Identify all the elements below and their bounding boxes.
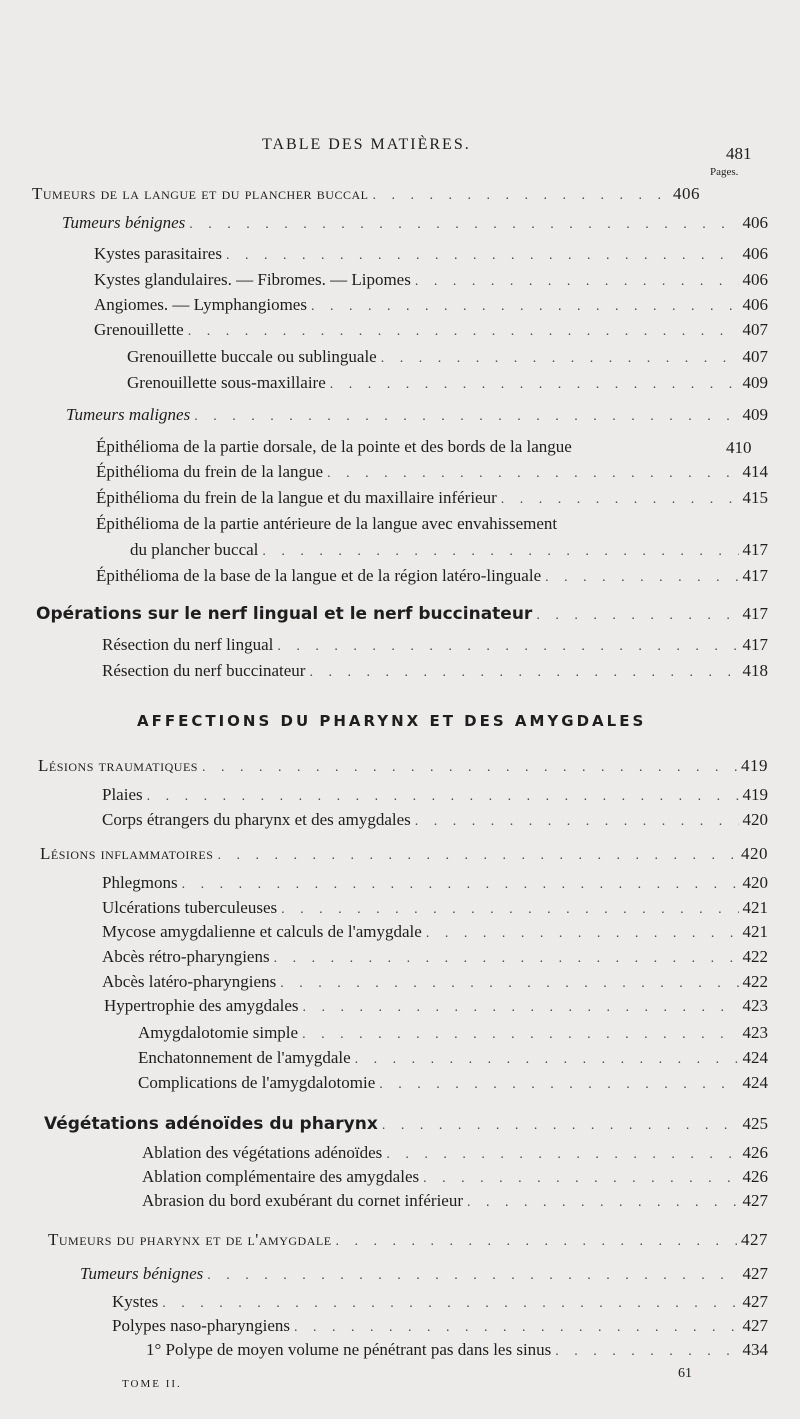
toc-entry-page: 406 — [742, 213, 768, 232]
toc-entry-page: 409 — [742, 405, 768, 424]
toc-entry-page: 426 — [742, 1167, 768, 1186]
toc-entry-label: Mycose amygdalienne et calculs de l'amygdale — [102, 922, 422, 941]
toc-entry-page: 422 — [742, 947, 768, 966]
toc-entry-page: 406 — [673, 184, 700, 203]
toc-entry-label: Épithélioma du frein de la langue et du maxillaire inférieur — [96, 488, 497, 507]
toc-entry-label: Corps étrangers du pharynx et des amygdales — [102, 810, 411, 829]
toc-entry-label: Abcès latéro-pharyngiens — [102, 972, 277, 991]
leader-dots — [280, 976, 738, 992]
leader-dots — [147, 789, 739, 805]
leader-dots — [202, 760, 737, 776]
toc-entry — [102, 898, 768, 918]
toc-entry-page: 417 — [742, 635, 768, 654]
toc-entry — [130, 540, 768, 560]
toc-entry-page: 426 — [742, 1143, 768, 1162]
toc-entry-page: 419 — [741, 756, 768, 775]
toc-entry-page: 419 — [742, 785, 768, 804]
toc-entry — [138, 1023, 768, 1043]
toc-entry-page: 417 — [742, 604, 768, 623]
toc-entry-page: 422 — [742, 972, 768, 991]
toc-entry-label: Épithélioma de la base de la langue et de la région latéro-linguale — [96, 566, 542, 585]
toc-entry-page: 424 — [742, 1048, 768, 1067]
toc-entry-page: 415 — [742, 488, 768, 507]
toc-entry-label: Abrasion du bord exubérant du cornet inférieur — [142, 1191, 463, 1210]
toc-entry-page: 420 — [741, 844, 768, 863]
pages-column-label: Pages. — [710, 166, 739, 178]
toc-entry-label: Amygdalotomie simple — [138, 1023, 299, 1042]
toc-entry-label: Tumeurs du pharynx et de l'amygdale — [48, 1230, 332, 1249]
toc-entry-page: 417 — [742, 540, 768, 559]
leader-dots — [281, 902, 738, 918]
leader-dots — [381, 351, 739, 367]
leader-dots — [467, 1195, 739, 1211]
toc-entry-label: du plancher buccal — [130, 540, 259, 559]
toc-entry-label: Kystes parasitaires — [94, 244, 222, 263]
toc-entry — [138, 1073, 768, 1093]
toc-entry-page: 424 — [742, 1073, 768, 1092]
leader-dots — [501, 492, 739, 508]
toc-entry-label: Grenouillette buccale ou sublinguale — [127, 347, 377, 366]
toc-entry — [96, 437, 572, 457]
toc-entry — [142, 1167, 768, 1187]
toc-entry-label: Ulcérations tuberculeuses — [102, 898, 278, 917]
leader-dots — [379, 1077, 738, 1093]
leader-dots — [217, 848, 737, 864]
toc-entry-label: Hypertrophie des amygdales — [104, 996, 299, 1015]
toc-entry — [62, 213, 768, 233]
toc-entry — [102, 873, 768, 893]
toc-entry — [94, 244, 768, 264]
leader-dots — [545, 570, 738, 586]
leader-dots — [423, 1171, 738, 1187]
leader-dots — [262, 544, 738, 560]
toc-entry-label: Enchatonnement de l'amygdale — [138, 1048, 351, 1067]
leader-dots — [294, 1320, 738, 1336]
toc-entry — [102, 947, 768, 967]
page-title: TABLE DES MATIÈRES. — [262, 136, 471, 153]
toc-entry-label: Résection du nerf lingual — [102, 635, 274, 654]
toc-entry — [96, 566, 768, 586]
toc-entry — [112, 1292, 768, 1312]
footer-tome: TOME II. — [122, 1378, 182, 1390]
toc-entry — [94, 295, 768, 315]
toc-entry-label: Grenouillette — [94, 320, 184, 339]
leader-dots — [327, 466, 738, 482]
leader-dots — [555, 1344, 738, 1360]
leader-dots — [415, 274, 739, 290]
toc-entry-label: Épithélioma de la partie dorsale, de la pointe et des bords de la langue — [96, 437, 572, 456]
footer-signature: 61 — [678, 1366, 692, 1381]
toc-entry-page: 410 — [726, 438, 752, 457]
toc-entry — [40, 844, 768, 864]
toc-entry — [48, 1230, 768, 1250]
toc-entry — [104, 996, 768, 1016]
toc-entry — [142, 1143, 768, 1163]
toc-entry-label: Ablation des végétations adénoïdes — [142, 1143, 383, 1162]
leader-dots — [311, 299, 739, 315]
leader-dots — [194, 409, 738, 425]
leader-dots — [355, 1052, 739, 1068]
toc-entry-page: 434 — [742, 1340, 768, 1359]
toc-entry — [102, 972, 768, 992]
toc-entry-page: 423 — [742, 1023, 768, 1042]
toc-entry-label: Plaies — [102, 785, 143, 804]
toc-entry-page: 406 — [742, 244, 768, 263]
leader-dots — [415, 814, 739, 830]
toc-entry — [38, 756, 768, 776]
toc-entry — [32, 184, 700, 204]
leader-dots — [182, 877, 739, 893]
toc-entry-label: Kystes glandulaires. — Fibromes. — Lipomes — [94, 270, 411, 289]
toc-entry-label: 1° Polype de moyen volume ne pénétrant pas dans les sinus — [146, 1340, 552, 1359]
toc-entry-page: 409 — [742, 373, 768, 392]
leader-dots — [426, 926, 739, 942]
toc-entry — [94, 270, 768, 290]
toc-entry-label: Grenouillette sous-maxillaire — [127, 373, 326, 392]
toc-entry-label: Tumeurs bénignes — [62, 213, 186, 232]
leader-dots — [189, 217, 738, 233]
toc-entry-page: 414 — [742, 462, 768, 481]
toc-entry — [146, 1340, 768, 1360]
toc-entry-page: 407 — [742, 320, 768, 339]
toc-entry-label: Ablation complémentaire des amygdales — [142, 1167, 420, 1186]
leader-dots — [303, 1000, 739, 1016]
toc-entry — [102, 922, 768, 942]
toc-entry — [44, 1114, 768, 1134]
leader-dots — [309, 665, 738, 681]
toc-entry-page: 421 — [742, 922, 768, 941]
toc-entry-page: 425 — [742, 1114, 768, 1133]
toc-entry-page: 427 — [742, 1264, 768, 1283]
leader-dots — [274, 951, 739, 967]
leader-dots — [302, 1027, 738, 1043]
toc-entry-page: 417 — [742, 566, 768, 585]
toc-entry-label: Lésions inflammatoires — [40, 844, 214, 863]
toc-entry — [142, 1191, 768, 1211]
toc-entry-page: 406 — [742, 295, 768, 314]
toc-entry-page: 427 — [741, 1230, 768, 1249]
toc-entry — [112, 1316, 768, 1336]
toc-entry-page: 421 — [742, 898, 768, 917]
toc-entry-line1: Épithélioma de la partie antérieure de la langue avec envahissement — [96, 514, 558, 533]
toc-entry-page: 420 — [742, 873, 768, 892]
toc-entry — [66, 405, 768, 425]
leader-dots — [536, 608, 738, 624]
toc-entry — [96, 462, 768, 482]
toc-entry-label: Végétations adénoïdes du pharynx — [44, 1114, 378, 1134]
toc-entry-label: Polypes naso-pharyngiens — [112, 1316, 291, 1335]
leader-dots — [207, 1268, 738, 1284]
toc-entry-label: Épithélioma du frein de la langue — [96, 462, 324, 481]
toc-entry-label: Tumeurs malignes — [66, 405, 191, 424]
toc-entry-label: Lésions traumatiques — [38, 756, 198, 775]
toc-entry — [96, 488, 768, 508]
leader-dots — [386, 1147, 738, 1163]
toc-entry-label: Angiomes. — Lymphangiomes — [94, 295, 307, 314]
toc-entry — [127, 347, 768, 367]
toc-entry — [102, 785, 768, 805]
leader-dots — [162, 1296, 738, 1312]
leader-dots — [277, 639, 738, 655]
leader-dots — [336, 1234, 737, 1250]
toc-entry-label: Opérations sur le nerf lingual et le nerf buccinateur — [36, 604, 533, 624]
section-heading: AFFECTIONS DU PHARYNX ET DES AMYGDALES — [137, 712, 647, 730]
toc-entry-page: 427 — [742, 1191, 768, 1210]
toc-entry — [102, 661, 768, 681]
toc-entry-label: Phlegmons — [102, 873, 178, 892]
toc-entry — [127, 373, 768, 393]
toc-entry-label: Résection du nerf buccinateur — [102, 661, 306, 680]
leader-dots — [382, 1118, 739, 1134]
toc-entry-label: Kystes — [112, 1292, 159, 1311]
toc-entry — [102, 635, 768, 655]
leader-dots — [188, 324, 739, 340]
leader-dots — [372, 188, 669, 204]
toc-entry-page: 407 — [742, 347, 768, 366]
leader-dots — [226, 248, 739, 264]
toc-entry — [94, 320, 768, 340]
toc-entry — [36, 604, 768, 624]
toc-entry-page: 427 — [742, 1292, 768, 1311]
toc-entry-page: 420 — [742, 810, 768, 829]
toc-entry-page: 427 — [742, 1316, 768, 1335]
toc-entry-page: 423 — [742, 996, 768, 1015]
toc-entry — [138, 1048, 768, 1068]
toc-entry-label: Tumeurs de la langue et du plancher buccal — [32, 184, 369, 203]
leader-dots — [330, 377, 739, 393]
toc-entry-label: Complications de l'amygdalotomie — [138, 1073, 376, 1092]
toc-entry-label: Tumeurs bénignes — [80, 1264, 204, 1283]
toc-entry-page: 418 — [742, 661, 768, 680]
toc-entry-page: 406 — [742, 270, 768, 289]
toc-entry-label: Abcès rétro-pharyngiens — [102, 947, 270, 966]
toc-entry — [102, 810, 768, 830]
toc-entry — [80, 1264, 768, 1284]
page-number: 481 — [726, 144, 752, 163]
